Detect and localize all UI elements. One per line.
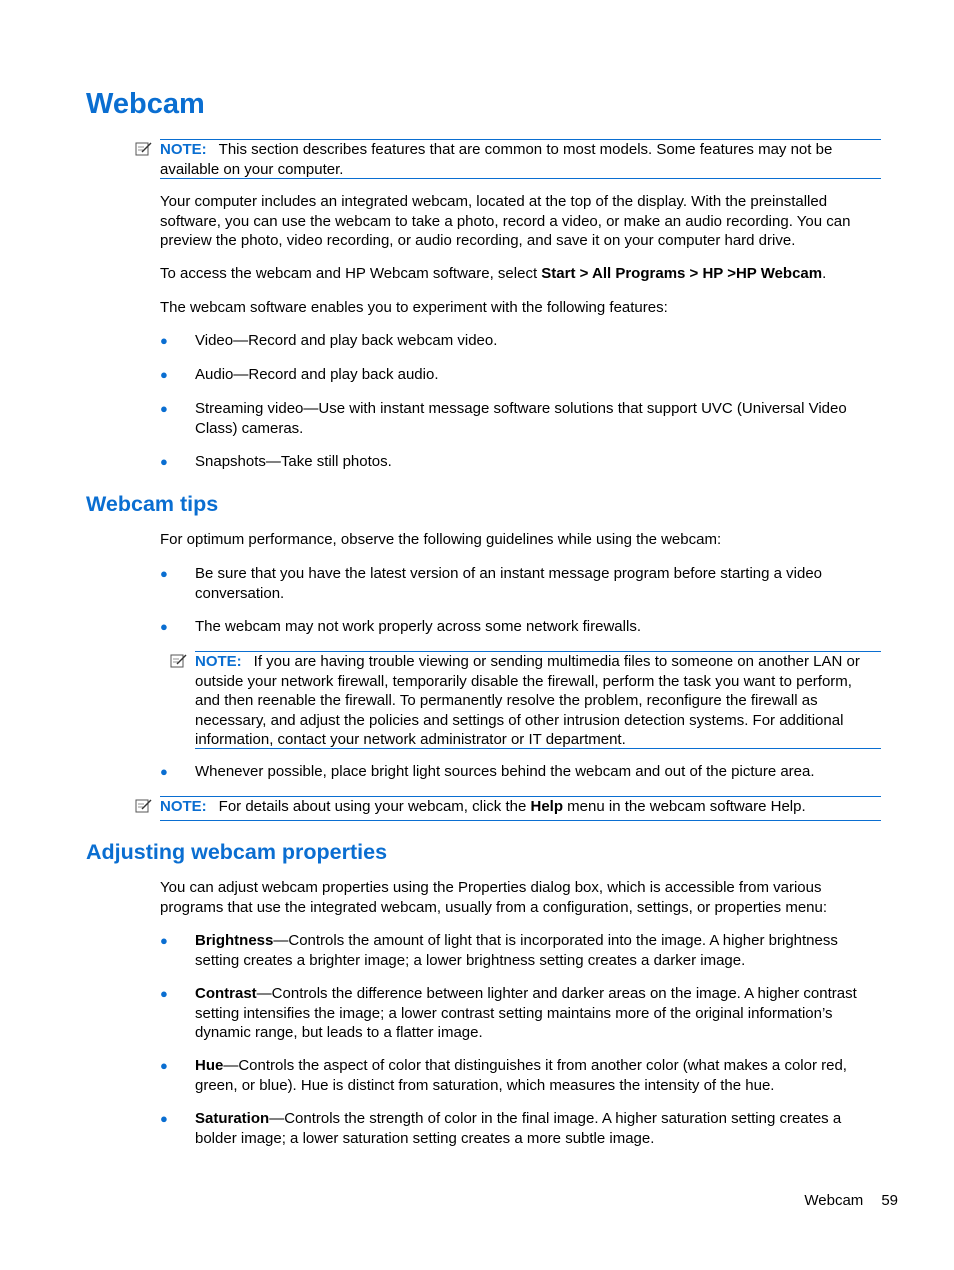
list-item-text: Audio—Record and play back audio.: [195, 366, 439, 383]
access-suffix: .: [822, 265, 827, 282]
note-text: [160, 140, 881, 179]
list-item-text: [195, 1109, 882, 1148]
adjust-intro: You can adjust webcam properties using the Properties dialog box, which is accessible from various programs that use the integrated webcam, usually from a configuration, settings, or properties menu:: [160, 879, 828, 916]
access-paragraph: [160, 264, 882, 284]
page-title: Webcam: [86, 88, 205, 120]
bullet-dot-icon: ●: [160, 1058, 168, 1073]
list-item-text: [195, 1056, 882, 1095]
note-label: NOTE:: [195, 653, 242, 670]
access-menu-path: Start > All Programs > HP >HP Webcam: [541, 265, 823, 282]
note-pencil-icon: [170, 653, 188, 669]
note-help-menu: [160, 796, 881, 821]
note-label: NOTE:: [160, 798, 207, 815]
property-desc: —Controls the amount of light that is incorporated into the image. A higher brightness setting creates a brighter image; a lower brightness setting creates a darker image.: [195, 932, 838, 969]
note-text: [160, 797, 881, 817]
bullet-dot-icon: ●: [160, 1111, 168, 1126]
bullet-dot-icon: ●: [160, 986, 168, 1001]
list-item-text: Video—Record and play back webcam video.: [195, 332, 498, 349]
bullet-dot-icon: ●: [160, 333, 168, 348]
page-number: 59: [881, 1192, 898, 1209]
note-firewall: [195, 651, 881, 749]
note-suffix: menu in the webcam software Help.: [563, 798, 806, 815]
section-heading-adjusting-properties: Adjusting webcam properties: [86, 840, 388, 864]
property-term: Contrast: [195, 985, 257, 1002]
note-text: [195, 652, 881, 750]
bullet-dot-icon: ●: [160, 619, 168, 634]
property-desc: —Controls the strength of color in the final image. A higher saturation setting creates a bolder image; a lower saturation setting creates a more subtle image.: [195, 1110, 842, 1147]
bullet-dot-icon: ●: [160, 401, 168, 416]
list-item-text: Whenever possible, place bright light sources behind the webcam and out of the picture area.: [195, 763, 815, 780]
bullet-dot-icon: ●: [160, 454, 168, 469]
footer-section: Webcam: [804, 1192, 864, 1209]
note-prefix: For details about using your webcam, click the: [218, 798, 531, 815]
page-footer: [760, 1192, 898, 1209]
intro-paragraph: Your computer includes an integrated webcam, located at the top of the display. With the preinstalled software, you can use the webcam to take a photo, record a video, or make an audio recording. You can preview the photo, video recording, or audio recording, and save it on your computer hard drive.: [160, 193, 851, 249]
property-term: Saturation: [195, 1110, 270, 1127]
list-item-text: The webcam may not work properly across some network firewalls.: [195, 618, 641, 635]
bullet-dot-icon: ●: [160, 933, 168, 948]
property-desc: —Controls the aspect of color that distinguishes it from another color (what makes a color red, green, or blue). Hue is distinct from saturation, which measures the intensity of the hue.: [195, 1057, 847, 1094]
property-term: Brightness: [195, 932, 274, 949]
access-prefix: To access the webcam and HP Webcam software, select: [160, 265, 542, 282]
property-desc: —Controls the difference between lighter and darker areas on the image. A higher contrast setting intensifies the image; a lower contrast setting maintains more of the original information’s dynamic range, but leads to a flatter image.: [195, 985, 857, 1041]
note-body: If you are having trouble viewing or sending multimedia files to someone on another LAN or outside your network firewall, temporarily disable the firewall, perform the task you want to perform, and then reenable the firewall. To permanently resolve the problem, reconfigure the firewall as necessary, and adjust the policies and settings of other intrusion detection systems. For additional information, contact your network administrator or IT department.: [195, 653, 860, 748]
list-item-text: [195, 984, 882, 1043]
tips-intro: For optimum performance, observe the following guidelines while using the webcam:: [160, 531, 722, 548]
note-pencil-icon: [135, 798, 153, 814]
bullet-dot-icon: ●: [160, 566, 168, 581]
features-intro: The webcam software enables you to experiment with the following features:: [160, 299, 668, 316]
help-menu-name: Help: [530, 798, 564, 815]
note-body: This section describes features that are common to most models. Some features may not be available on your computer.: [160, 141, 833, 178]
list-item-text: Snapshots—Take still photos.: [195, 453, 392, 470]
note-label: NOTE:: [160, 141, 207, 158]
list-item-text: [195, 931, 882, 970]
list-item-text: Streaming video—Use with instant message software solutions that support UVC (Universal Video Class) cameras.: [195, 400, 847, 437]
section-heading-webcam-tips: Webcam tips: [86, 492, 219, 516]
property-term: Hue: [195, 1057, 224, 1074]
note-pencil-icon: [135, 141, 153, 157]
bullet-dot-icon: ●: [160, 764, 168, 779]
note-common-features: [160, 139, 881, 179]
list-item-text: Be sure that you have the latest version of an instant message program before starting a video conversation.: [195, 565, 823, 602]
bullet-dot-icon: ●: [160, 367, 168, 382]
